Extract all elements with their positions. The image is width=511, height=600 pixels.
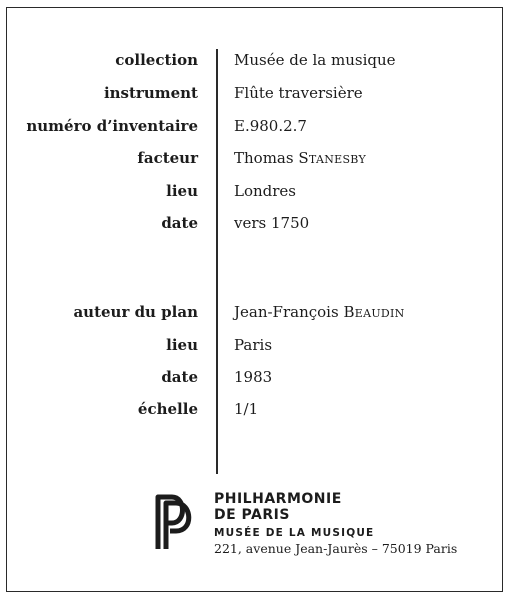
label-plan-place: lieu: [166, 336, 198, 354]
row-maker: [0, 149, 511, 175]
row-place: [0, 182, 511, 208]
row-collection: [0, 51, 511, 77]
row-instrument: [0, 84, 511, 110]
label-plan-date: date: [161, 368, 198, 386]
label-instrument: instrument: [103, 84, 198, 102]
row-inventory-number: [0, 117, 511, 143]
value-instrument: Flûte traversière: [234, 84, 363, 102]
value-scale: 1/1: [234, 400, 259, 418]
logo-text-block: [214, 491, 457, 557]
brand-line-2: DE PARIS: [214, 507, 290, 523]
value-maker: [234, 149, 366, 167]
plan-author-first-name: Jean-François: [234, 303, 339, 321]
address: 221, avenue Jean-Jaurès – 75019 Paris: [214, 541, 458, 556]
brand-line-1: PHILHARMONIE: [214, 491, 342, 507]
value-collection: Musée de la musique: [234, 51, 396, 69]
value-place: Londres: [234, 182, 296, 200]
value-plan-place: Paris: [234, 336, 273, 354]
label-maker: facteur: [137, 149, 198, 167]
label-scale: échelle: [137, 400, 198, 418]
brand-museum-name: MUSÉE DE LA MUSIQUE: [214, 527, 375, 539]
value-date: vers 1750: [234, 214, 310, 232]
value-inventory-number: E.980.2.7: [234, 117, 307, 135]
value-plan-date: 1983: [234, 368, 273, 386]
philharmonie-logo-icon: [152, 491, 202, 553]
label-inventory-number: numéro d’inventaire: [26, 117, 198, 135]
value-plan-author: [234, 303, 405, 321]
label-plan-author: auteur du plan: [73, 303, 198, 321]
plan-author-surname: Beaudin: [343, 303, 405, 321]
maker-first-name: Thomas: [234, 149, 294, 167]
row-plan-place: [0, 336, 511, 362]
label-collection: collection: [115, 51, 198, 69]
row-date: [0, 214, 511, 240]
row-plan-author: [0, 303, 511, 329]
label-date: date: [161, 214, 198, 232]
label-place: lieu: [166, 182, 198, 200]
maker-surname: Stanesby: [298, 149, 367, 167]
row-plan-date: [0, 368, 511, 394]
row-scale: [0, 400, 511, 426]
